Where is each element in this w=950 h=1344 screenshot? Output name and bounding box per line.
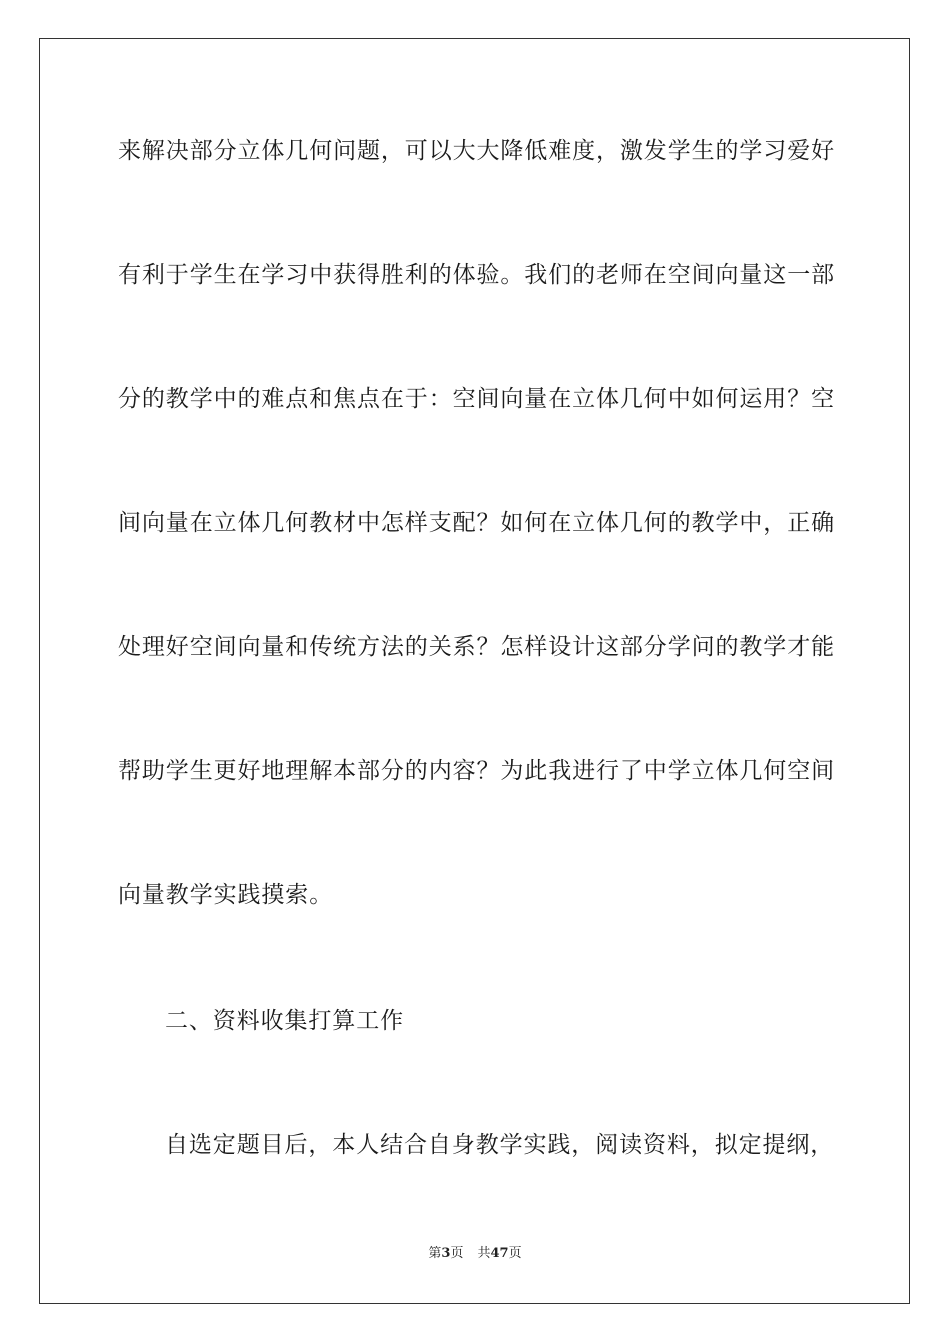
total-pages: 47	[490, 1246, 509, 1261]
body-line-3: 分的教学中的难点和焦点在于：空间向量在立体几何中如何运用？空	[118, 386, 835, 412]
paragraph-start: 自选定题目后，本人结合自身教学实践，阅读资料，拟定提纲，	[165, 1132, 835, 1158]
body-line-2: 有利于学生在学习中获得胜利的体验。我们的老师在空间向量这一部	[118, 262, 835, 288]
total-prefix: 共	[477, 1246, 491, 1261]
page-prefix: 第	[428, 1246, 442, 1261]
total-suffix: 页	[508, 1246, 522, 1261]
page-suffix: 页	[450, 1246, 464, 1261]
body-line-4: 间向量在立体几何教材中怎样支配？如何在立体几何的教学中，正确	[118, 510, 835, 536]
body-line-5: 处理好空间向量和传统方法的关系？怎样设计这部分学问的教学才能	[118, 634, 835, 660]
page-number: 3	[441, 1246, 451, 1261]
page-footer	[0, 1246, 950, 1262]
body-line-6: 帮助学生更好地理解本部分的内容？为此我进行了中学立体几何空间	[118, 758, 835, 784]
section-heading: 二、资料收集打算工作	[165, 1008, 404, 1034]
body-line-1: 来解决部分立体几何问题，可以大大降低难度，激发学生的学习爱好	[118, 138, 835, 164]
body-line-7: 向量教学实践摸索。	[118, 882, 334, 908]
page-frame	[39, 38, 910, 1304]
